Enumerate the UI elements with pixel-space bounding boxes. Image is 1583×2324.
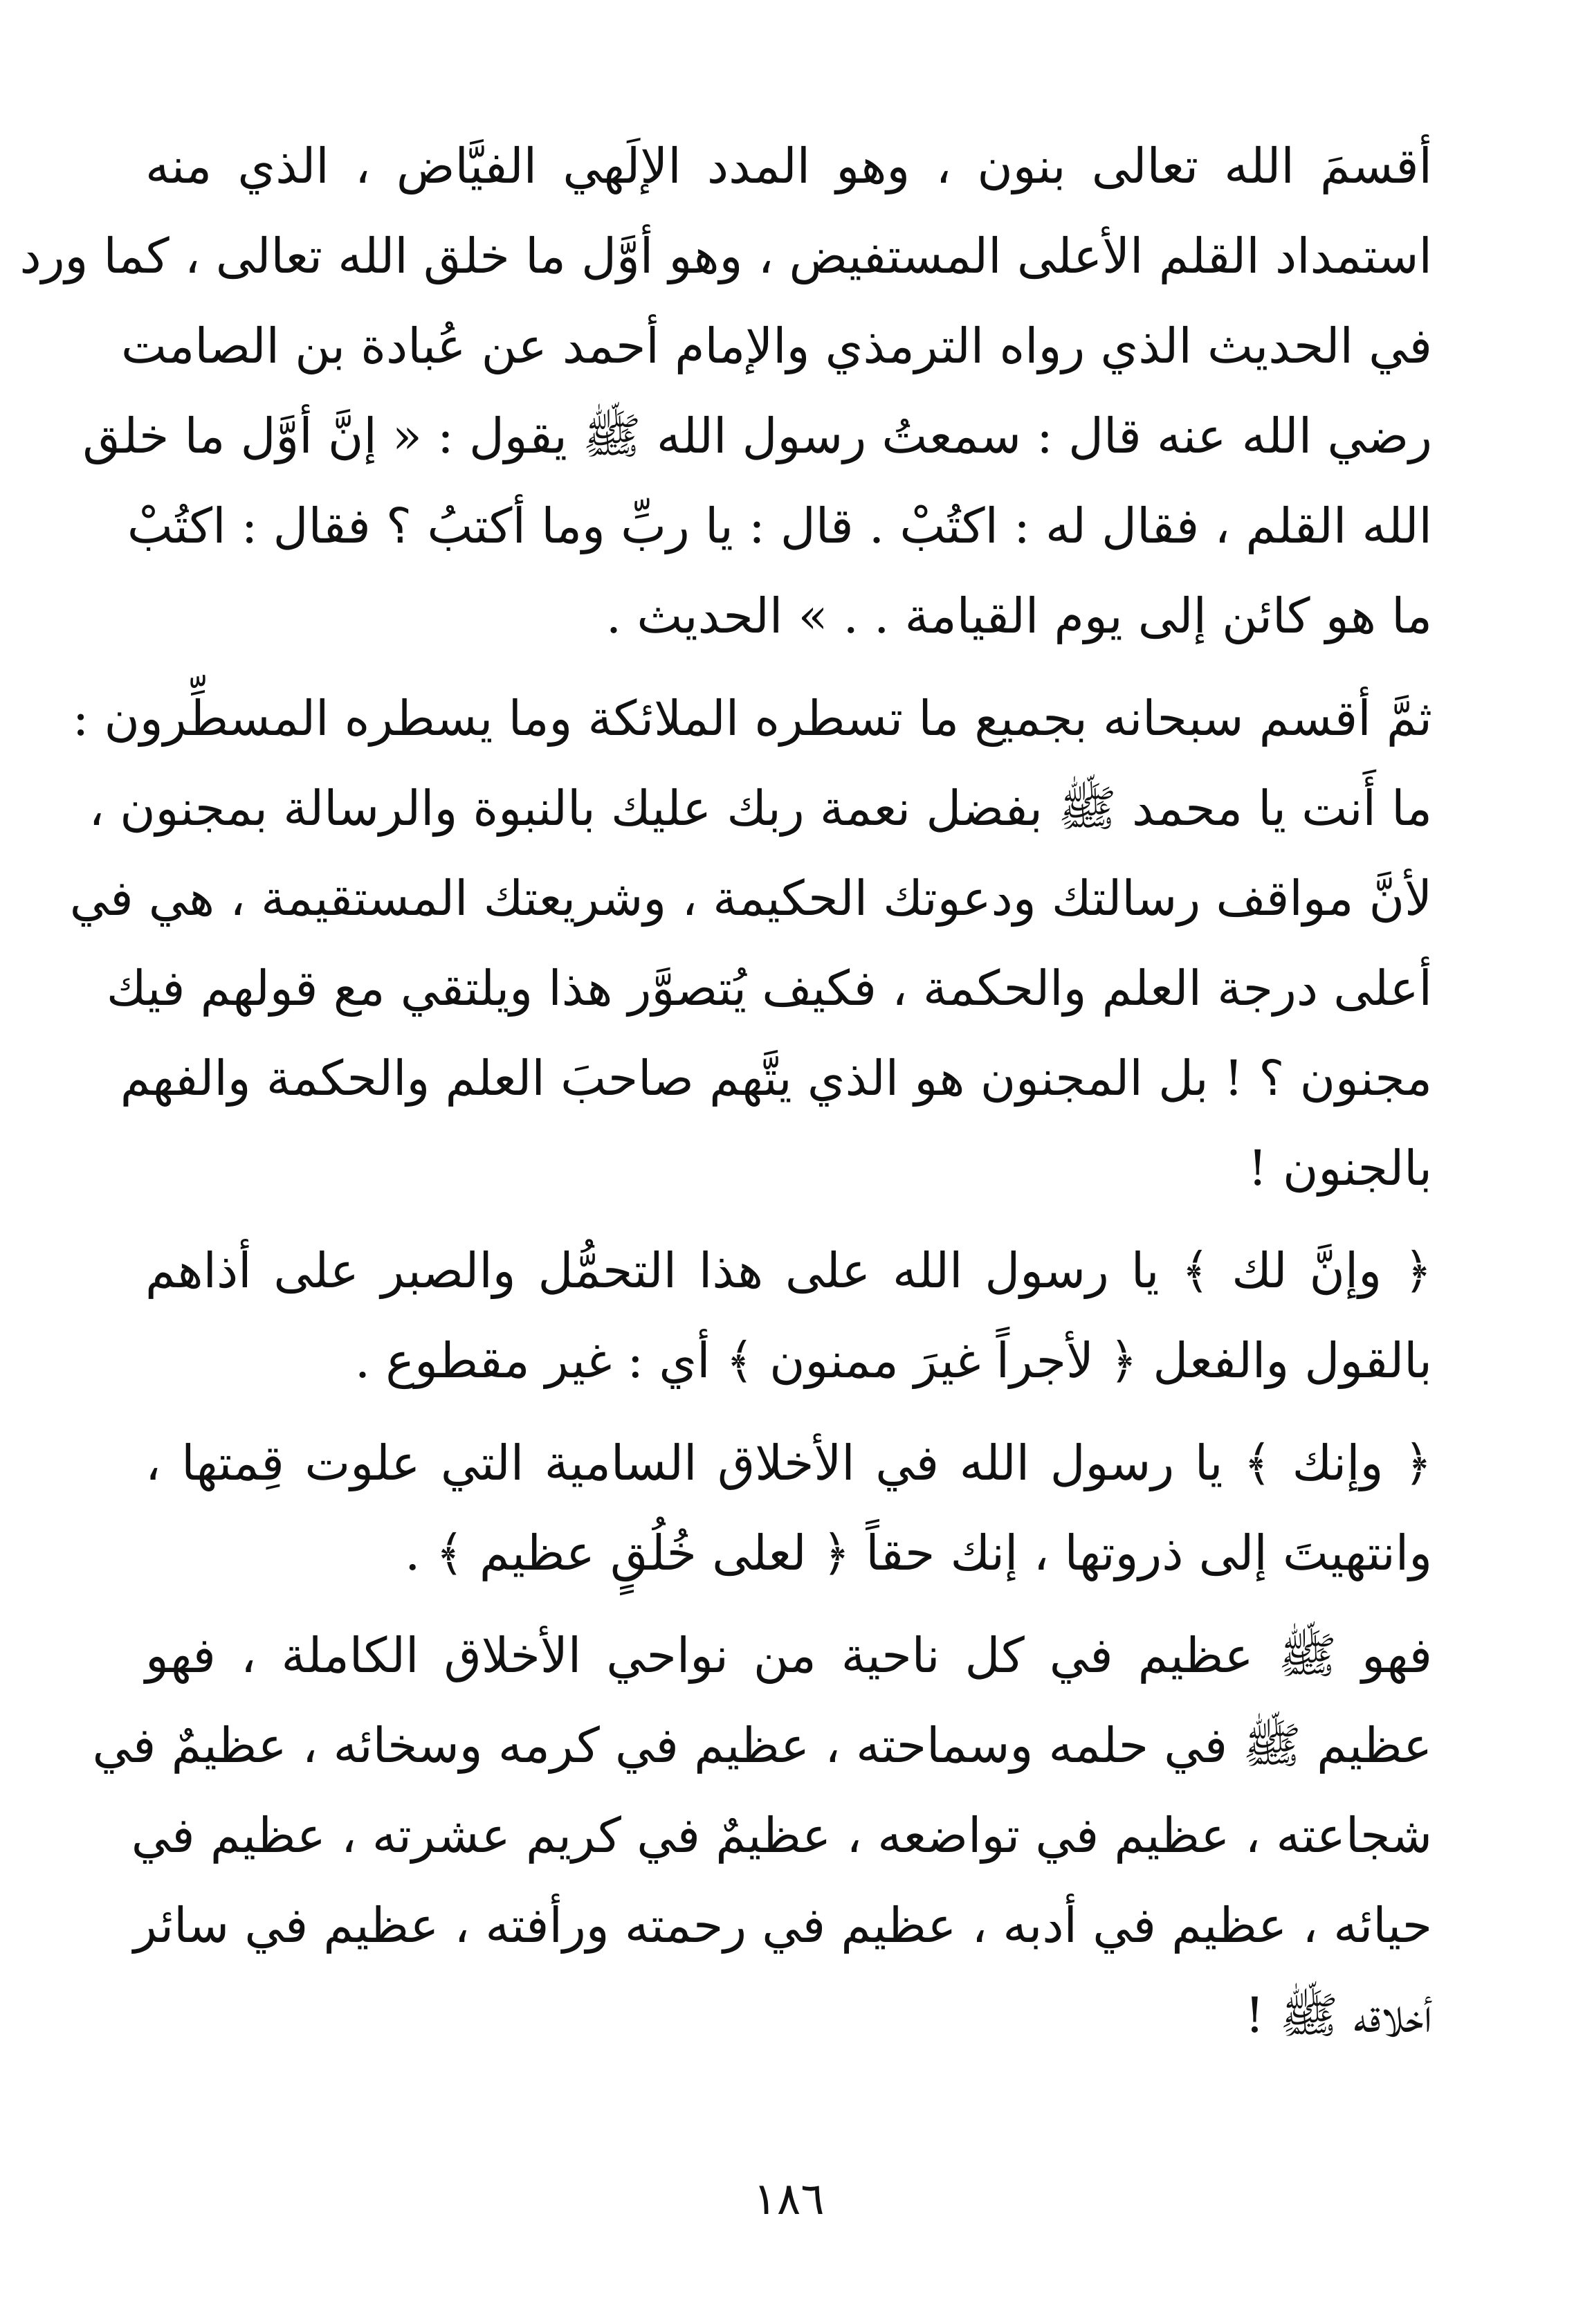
text-line: في الحديث الذي رواه الترمذي والإمام أحمد عن عُبادة بن الصامت <box>120 318 1432 374</box>
text-line: مجنون ؟ ! بل المجنون هو الذي يتَّهم صاحبَ العلم والحكمة والفهم <box>120 1050 1432 1107</box>
text-line: ﴿ وإنك ﴾ يا رسول الله في الأخلاق السامية التي علوت قِمتها ، <box>145 1435 1432 1491</box>
text-line: أقسمَ الله تعالى بنون ، وهو المدد الإلَهي الفيَّاض ، الذي منه <box>145 138 1432 194</box>
text-line: وانتهيتَ إلى ذروتها ، إنك حقاً ﴿ لعلى خُلُقٍ عظيم ﴾ . <box>405 1525 1432 1581</box>
text-line: حيائه ، عظيم في أدبه ، عظيم في رحمته ورأفته ، عظيم في سائر <box>134 1897 1432 1954</box>
text-line: رضي الله عنه قال : سمعتُ رسول الله ﷺ يقول : « إنَّ أوَّل ما خلق <box>82 408 1432 464</box>
text-line: أعلى درجة العلم والحكمة ، فكيف يُتصوَّر هذا ويلتقي مع قولهم فيك <box>106 960 1432 1017</box>
paragraph-3 <box>145 1226 1432 1406</box>
paragraph-1 <box>19 121 1432 661</box>
text-line: الله القلم ، فقال له : اكتُبْ . قال : يا ربِّ وما أكتبُ ؟ فقال : اكتُبْ <box>127 498 1432 554</box>
text-line: فهو ﷺ عظيم في كل ناحية من نواحي الأخلاق الكاملة ، فهو <box>145 1627 1432 1684</box>
text-line: ما أَنت يا محمد ﷺ بفضل نعمة ربك عليك بالنبوة والرسالة بمجنون ، <box>89 780 1432 837</box>
text-line: ﴿ وإنَّ لك ﴾ يا رسول الله على هذا التحمُّل والصبر على أذاهم <box>145 1242 1432 1299</box>
text-line: عظيم ﷺ في حلمه وسماحته ، عظيم في كرمه وسخائه ، عظيمٌ في <box>92 1717 1432 1774</box>
text-line: بالجنون ! <box>1247 1140 1432 1197</box>
paragraph-2 <box>69 673 1432 1213</box>
text-line: ثمَّ أقسم سبحانه بجميع ما تسطره الملائكة وما يسطره المسطِّرون : <box>72 690 1432 747</box>
text-line: استمداد القلم الأعلى المستفيض ، وهو أوَّل ما خلق الله تعالى ، كما ورد <box>19 228 1432 284</box>
paragraph-5 <box>92 1610 1432 2060</box>
text-line: شجاعته ، عظيم في تواضعه ، عظيمٌ في كريم عشرته ، عظيم في <box>131 1807 1432 1864</box>
page-number: ١٨٦ <box>753 2174 825 2225</box>
text-line: أخلاقه ﷺ ! <box>1245 1987 1432 2044</box>
text-line: لأنَّ مواقف رسالتك ودعوتك الحكيمة ، وشريعتك المستقيمة ، هي في <box>69 870 1432 927</box>
paragraph-4 <box>145 1418 1432 1598</box>
text-line: ما هو كائن إلى يوم القيامة . . » الحديث . <box>605 588 1432 644</box>
book-page <box>19 121 1432 2232</box>
text-line: بالقول والفعل ﴿ لأجراً غيرَ ممنون ﴾ أي : غير مقطوع . <box>354 1332 1432 1389</box>
